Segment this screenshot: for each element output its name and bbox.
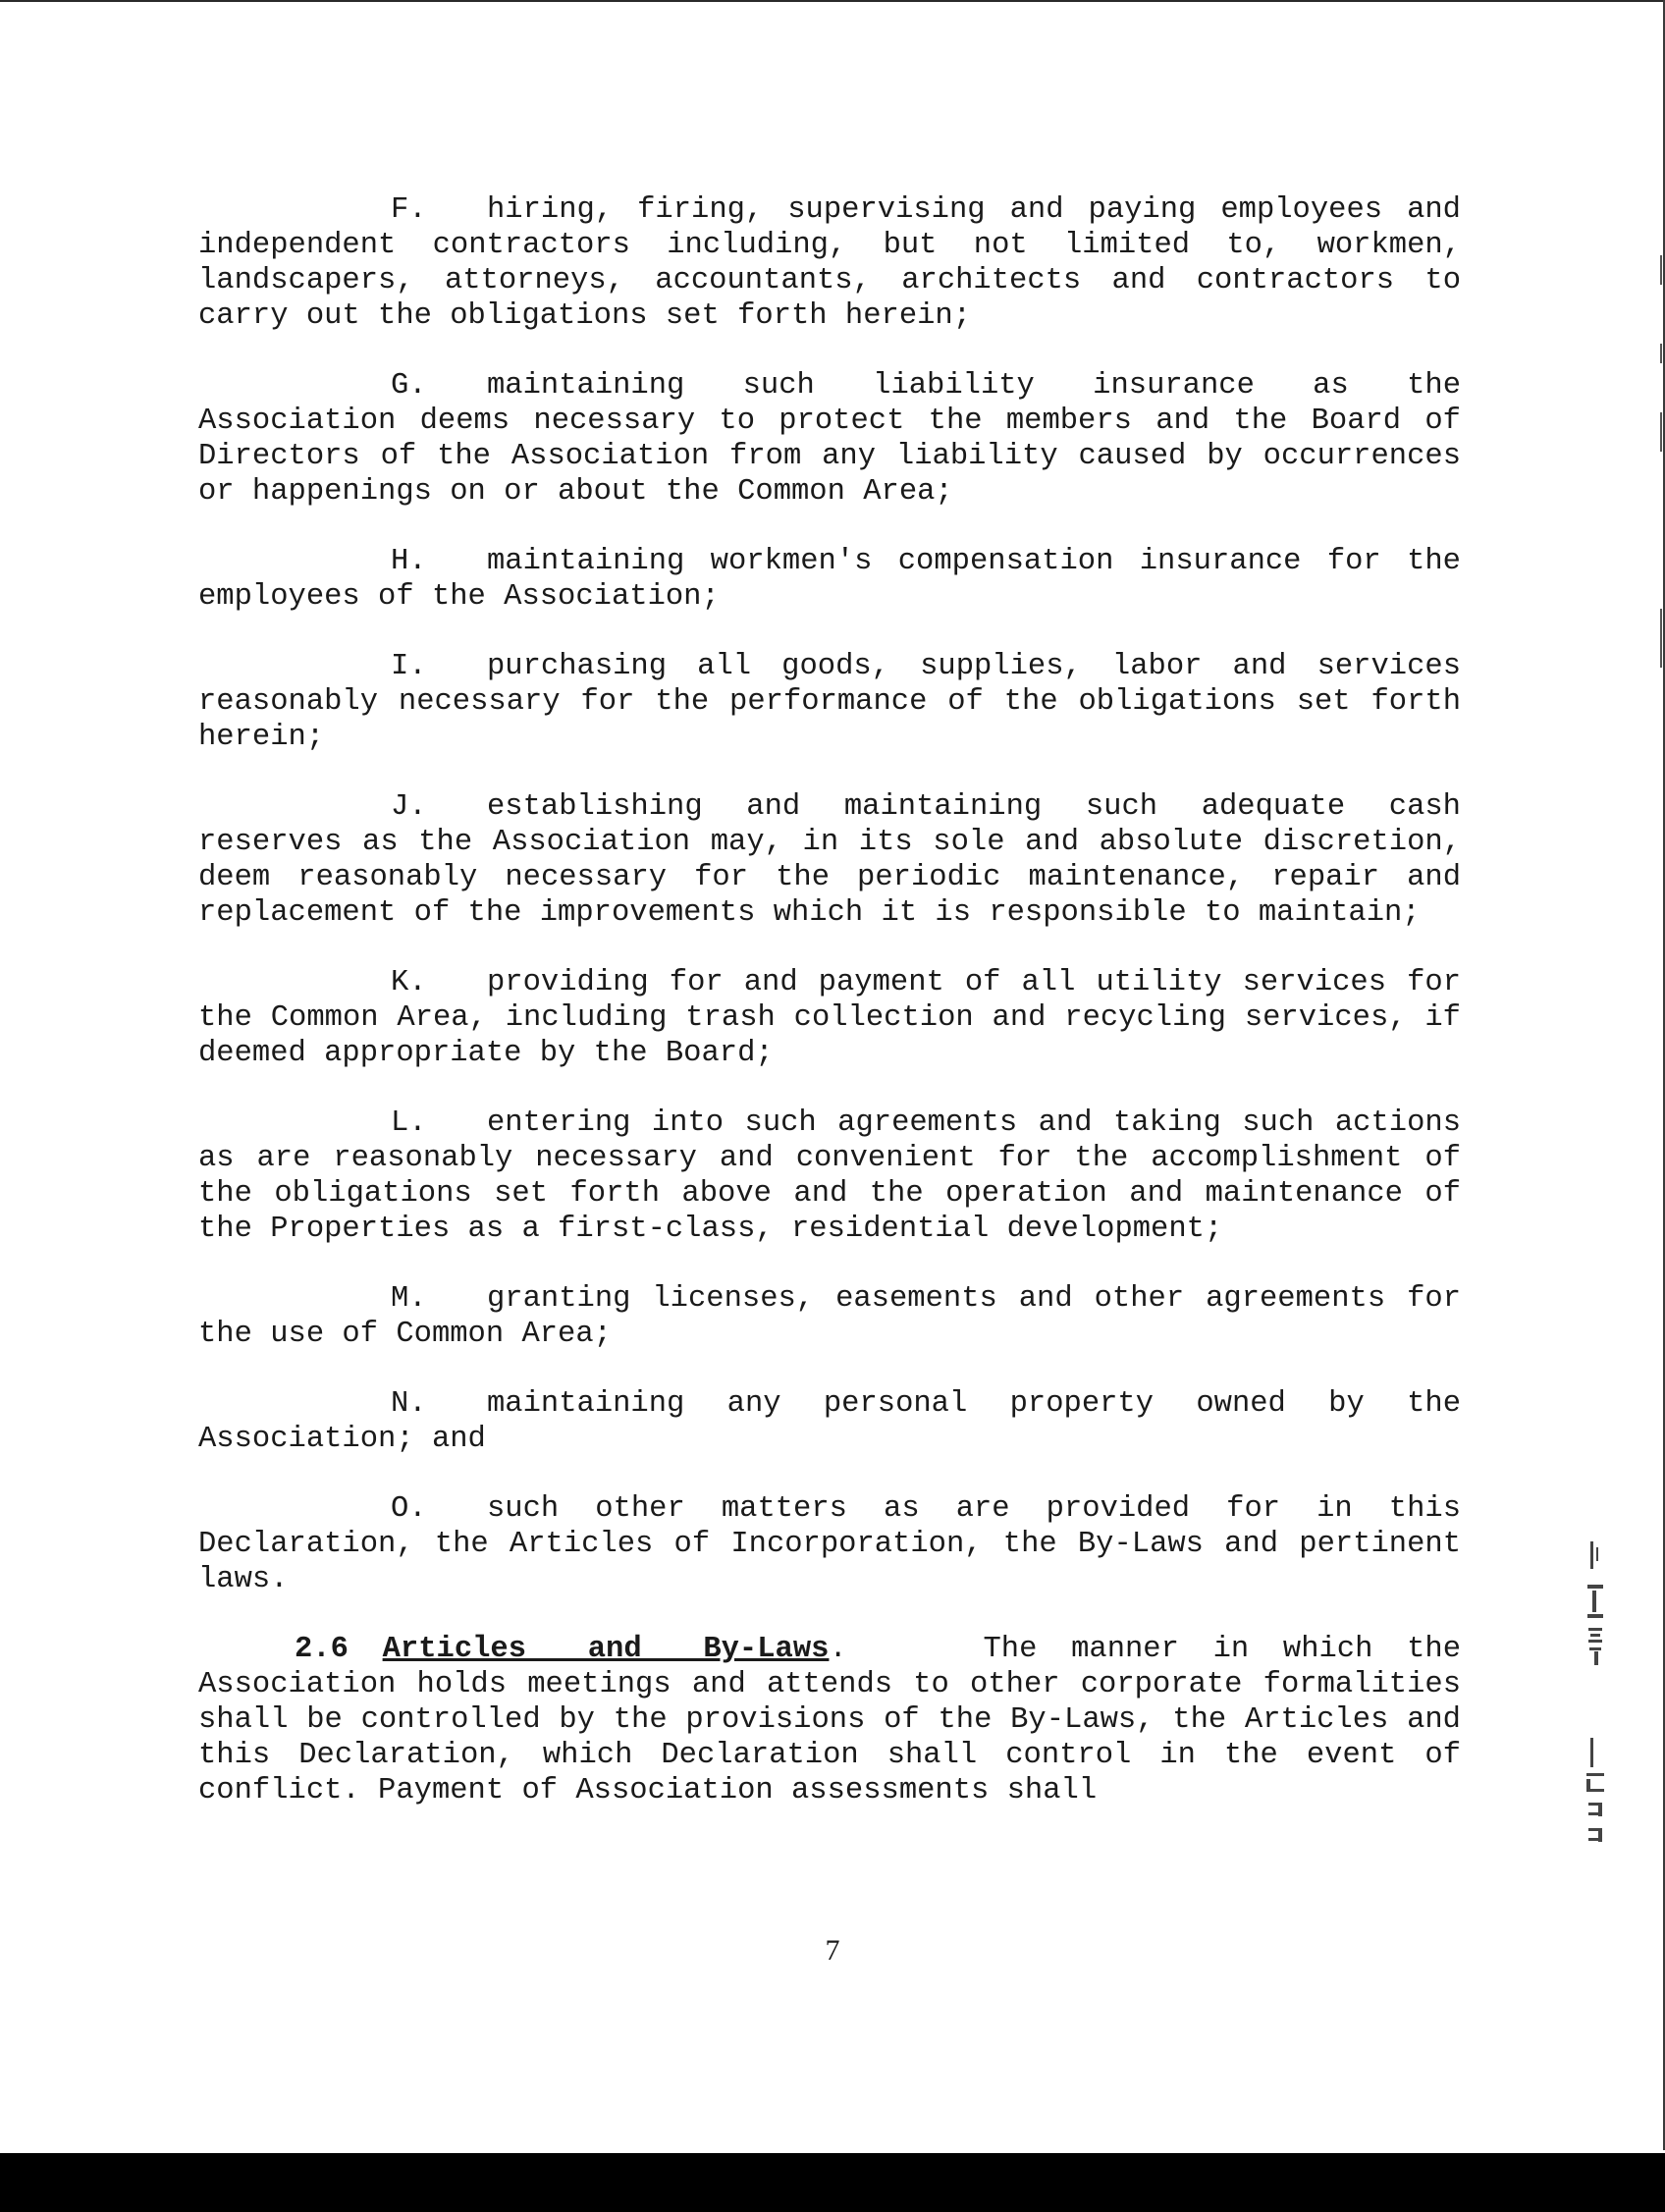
paragraph-f xyxy=(198,192,1461,334)
paragraph-text: maintaining any personal property owned by the Association; and xyxy=(198,1387,1461,1456)
paragraph-text: providing for and payment of all utility services for the Common Area, including trash collection and recycling services, if deemed appropriate by the Board; xyxy=(198,966,1461,1070)
paragraph-m xyxy=(198,1281,1461,1352)
paragraph-letter: I. xyxy=(391,650,427,683)
paragraph-letter: G. xyxy=(391,369,427,403)
paragraph-g xyxy=(198,368,1461,510)
paragraph-letter: L. xyxy=(391,1106,427,1140)
paragraph-text: purchasing all goods, supplies, labor and services reasonably necessary for the performance of the obligations set forth herein; xyxy=(198,650,1461,754)
paragraph-n xyxy=(198,1386,1461,1457)
scan-bottom-border xyxy=(0,2153,1665,2212)
paragraph-h xyxy=(198,544,1461,615)
paragraph-j xyxy=(198,789,1461,931)
section-2-6: 2.6 Articles and By-Laws. The manner in which the Association holds meetings and attends to other corporate formalities shall be controlled by the provisions of the By-Laws, the Articles and this Declaration, which Declaration shall control in the event of conflict. Payment of Association assessments shall xyxy=(198,1633,1462,1807)
paragraph-letter: H. xyxy=(391,545,427,578)
paragraph-text: maintaining such liability insurance as the Association deems necessary to protect the members and the Board of Directors of the Association from any liability caused by occurrences or happenings on or about the Common Area; xyxy=(198,369,1461,509)
paragraph-text: entering into such agreements and taking such actions as are reasonably necessary and convenient for the accomplishment of the obligations set forth above and the operation and maintenance of the Properties as a first-class, residential development; xyxy=(198,1106,1461,1246)
paragraph-k xyxy=(198,965,1461,1071)
paragraph-text: hiring, firing, supervising and paying employees and independent contractors including, but not limited to, workmen, landscapers, attorneys, accountants, architects and contractors to carry out the obligations set forth herein; xyxy=(198,193,1461,333)
page-number: 7 xyxy=(825,1934,840,1967)
paragraph-i xyxy=(198,649,1461,755)
margin-stamp xyxy=(1583,1541,1612,1875)
paragraph-letter: O. xyxy=(391,1492,427,1526)
paragraph-text: establishing and maintaining such adequate cash reserves as the Association may, in its sole and absolute discretion, deem reasonably necessary for the periodic maintenance, repair and replacement of the improvements which it is responsible to maintain; xyxy=(198,790,1461,930)
paragraph-text: granting licenses, easements and other agreements for the use of Common Area; xyxy=(198,1282,1461,1351)
section-number: 2.6 xyxy=(295,1633,349,1666)
section-title: Articles and By-Laws xyxy=(382,1633,830,1666)
paragraph-text: maintaining workmen's compensation insurance for the employees of the Association; xyxy=(198,545,1461,614)
section-text: The manner in which the Association holds meetings and attends to other corporate formalities shall be controlled by the provisions of the By-Laws, the Articles and this Declaration, which Declaration shall control in the event of conflict. Payment of Association assessments shall xyxy=(198,1633,1462,1807)
document-body xyxy=(198,192,1461,1843)
paragraph-o xyxy=(198,1491,1461,1597)
scan-margin-ticks xyxy=(1660,255,1663,746)
paragraph-letter: M. xyxy=(391,1282,427,1316)
paragraph-text: such other matters as are provided for in this Declaration, the Articles of Incorporation, the By-Laws and pertinent laws. xyxy=(198,1492,1461,1596)
paragraph-letter: K. xyxy=(391,966,427,999)
paragraph-letter: N. xyxy=(391,1387,427,1421)
scan-edge-top xyxy=(0,0,1665,2)
paragraph-letter: J. xyxy=(391,790,427,824)
paragraph-letter: F. xyxy=(391,193,427,227)
paragraph-l xyxy=(198,1106,1461,1247)
